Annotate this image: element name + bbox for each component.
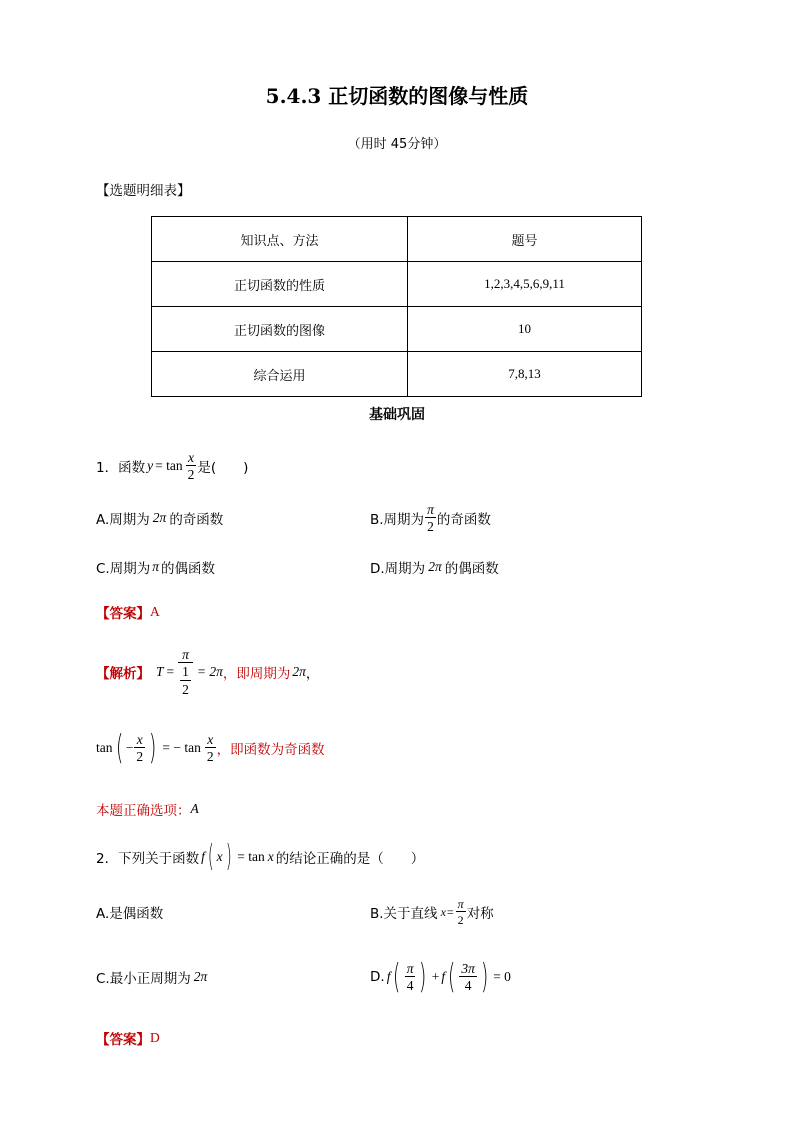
q2-x: x — [216, 849, 223, 864]
table-row — [152, 262, 642, 307]
q2-answer — [96, 1028, 160, 1048]
q2-eq: = tan — [237, 849, 265, 864]
q1-answer-value: A — [150, 604, 160, 619]
q1-analysis-two: 2 — [182, 681, 189, 697]
q1-option-a-value: 2π — [152, 510, 167, 525]
question-2-stem — [96, 839, 425, 874]
q2-option-a-label: A.是偶函数 — [96, 906, 164, 922]
q1-fraction — [186, 451, 197, 482]
q1-line2-num2: x — [207, 731, 214, 747]
q1-analysis-t: T — [156, 664, 164, 679]
q1-option-c — [96, 557, 215, 577]
q1-option-a — [96, 508, 223, 528]
q2-option-d-fraction-1 — [405, 962, 416, 993]
q2-option-a — [96, 902, 163, 922]
page-title: 5.4.3 正切函数的图像与性质 — [265, 84, 529, 108]
table-row — [152, 307, 642, 352]
q2-option-c-label: C.最小正周期为 — [96, 971, 191, 987]
right-paren-icon: ) — [225, 839, 232, 874]
q1-option-a-label: A.周期为 — [96, 512, 150, 528]
right-paren-icon: ) — [149, 728, 157, 768]
table-row — [152, 352, 642, 397]
left-paren-icon: ( — [115, 728, 123, 768]
q1-line2-den2: 2 — [206, 749, 214, 764]
q2-option-d-f1: f — [386, 969, 391, 984]
q1-analysis-one: 1 — [182, 664, 189, 680]
q1-analysis-half — [180, 665, 191, 696]
q2-f: f — [201, 849, 205, 864]
q1-option-b-num: π — [427, 501, 434, 517]
q2-option-d-den2: 4 — [459, 976, 477, 993]
q1-analysis-text: ，即周期为 — [222, 666, 291, 682]
table-header-row — [152, 217, 642, 262]
q1-prefix: 1．函数 — [96, 460, 146, 476]
q1-analysis-line-2 — [96, 726, 325, 770]
q2-option-b-fraction — [456, 898, 466, 926]
q2-x2: x — [267, 849, 274, 864]
q1-answer — [96, 602, 160, 622]
q2-answer-label: 【答案】 — [96, 1032, 150, 1048]
table-cell-number: 7,8,13 — [408, 352, 642, 397]
q2-option-d-num1: π — [406, 960, 414, 976]
section-heading-basic: 基础巩固 — [369, 407, 425, 423]
q2-answer-value: D — [150, 1030, 160, 1045]
q2-option-d-num2: 3π — [461, 960, 475, 976]
q2-option-b-num: π — [457, 897, 464, 911]
q1-line2-fraction-2 — [205, 733, 216, 764]
q2-option-c — [96, 967, 207, 987]
q1-analysis-label: 【解析】 — [96, 666, 150, 682]
q1-line2-fraction — [134, 733, 145, 764]
q1-option-b-fraction — [425, 503, 436, 534]
q2-option-d-eq: = 0 — [493, 969, 511, 984]
q1-option-b-label: B.周期为 — [370, 512, 425, 528]
q2-option-b — [370, 892, 494, 932]
q1-analysis-inner-fraction — [178, 662, 193, 696]
q1-analysis-line-1 — [96, 640, 319, 704]
q1-analysis-period: 2π — [292, 664, 306, 679]
q2-option-b-label: B.关于直线 — [370, 906, 438, 922]
q1-frac-den: 2 — [187, 467, 195, 482]
q2-option-d-plus: + — [431, 969, 440, 984]
q1-option-c-label: C.周期为 — [96, 561, 151, 577]
q2-option-d-den1: 4 — [405, 976, 416, 993]
q1-line2-tan: tan — [96, 740, 113, 755]
table-cell-number: 10 — [408, 307, 642, 352]
q2-option-b-x: x — [440, 904, 446, 919]
q1-analysis-eq2: = 2π — [196, 664, 223, 679]
q1-answer-label: 【答案】 — [96, 606, 150, 622]
q2-option-d-fraction-2 — [459, 962, 477, 993]
q2-prefix: 2．下列关于函数 — [96, 851, 200, 867]
question-1-stem — [96, 446, 248, 486]
duration-subtitle: （用时 45分钟） — [347, 137, 447, 152]
q1-option-a-tail: 的奇函数 — [169, 512, 224, 528]
table-cell-topic: 正切函数的图像 — [152, 307, 408, 352]
section-label-detail: 【选题明细表】 — [96, 183, 191, 199]
left-paren-icon: ( — [448, 957, 456, 997]
table-cell-number: 1,2,3,4,5,6,9,11 — [408, 262, 642, 307]
q2-option-b-den: 2 — [456, 911, 466, 926]
q1-y: y — [147, 458, 154, 473]
table-cell-topic: 正切函数的性质 — [152, 262, 408, 307]
q1-line2-text: ，即函数为奇函数 — [216, 742, 325, 758]
q1-correct-label: 本题正确选项： — [96, 803, 191, 819]
left-paren-icon: ( — [393, 957, 401, 997]
q2-option-c-value: 2π — [193, 969, 208, 984]
q2-suffix: 的结论正确的是（ ） — [275, 851, 425, 867]
right-paren-icon: ) — [419, 957, 427, 997]
q1-analysis-comma: ， — [305, 666, 320, 682]
q1-suffix: 是( ) — [197, 460, 249, 476]
q2-option-b-tail: 对称 — [466, 906, 494, 922]
topic-detail-table — [151, 216, 642, 397]
q1-option-b-den: 2 — [425, 517, 436, 534]
q1-option-c-tail: 的偶函数 — [160, 561, 215, 577]
q1-option-d-label: D.周期为 — [370, 561, 426, 577]
q1-line2-neg: − — [125, 740, 134, 755]
q1-frac-num: x — [187, 449, 194, 465]
table-cell-topic: 综合运用 — [152, 352, 408, 397]
q1-eq: = tan — [155, 458, 183, 473]
q1-option-b — [370, 498, 491, 538]
q1-option-d — [370, 557, 499, 577]
q1-analysis-pi: π — [182, 646, 189, 662]
table-header-topic: 知识点、方法 — [152, 217, 408, 262]
q1-option-c-value: π — [152, 559, 159, 574]
q1-line2-den: 2 — [136, 749, 144, 764]
q2-option-d-label: D. — [370, 969, 385, 985]
q1-option-d-tail: 的偶函数 — [444, 561, 499, 577]
q1-analysis-eq1: = — [166, 664, 175, 679]
q2-option-d — [370, 954, 511, 1000]
q2-option-d-f2: f — [441, 969, 446, 984]
q1-correct-value: A — [190, 801, 199, 816]
table-header-number: 题号 — [408, 217, 642, 262]
q1-correct-option — [96, 799, 199, 819]
left-paren-icon: ( — [207, 839, 214, 874]
q1-option-b-tail: 的奇函数 — [436, 512, 491, 528]
q1-line2-num: x — [136, 731, 143, 747]
q2-option-b-eq: = — [446, 904, 454, 919]
q1-analysis-outer-fraction — [178, 648, 193, 697]
q1-option-d-value: 2π — [428, 559, 442, 574]
q1-line2-eq: = − tan — [162, 740, 201, 755]
right-paren-icon: ) — [480, 957, 489, 997]
